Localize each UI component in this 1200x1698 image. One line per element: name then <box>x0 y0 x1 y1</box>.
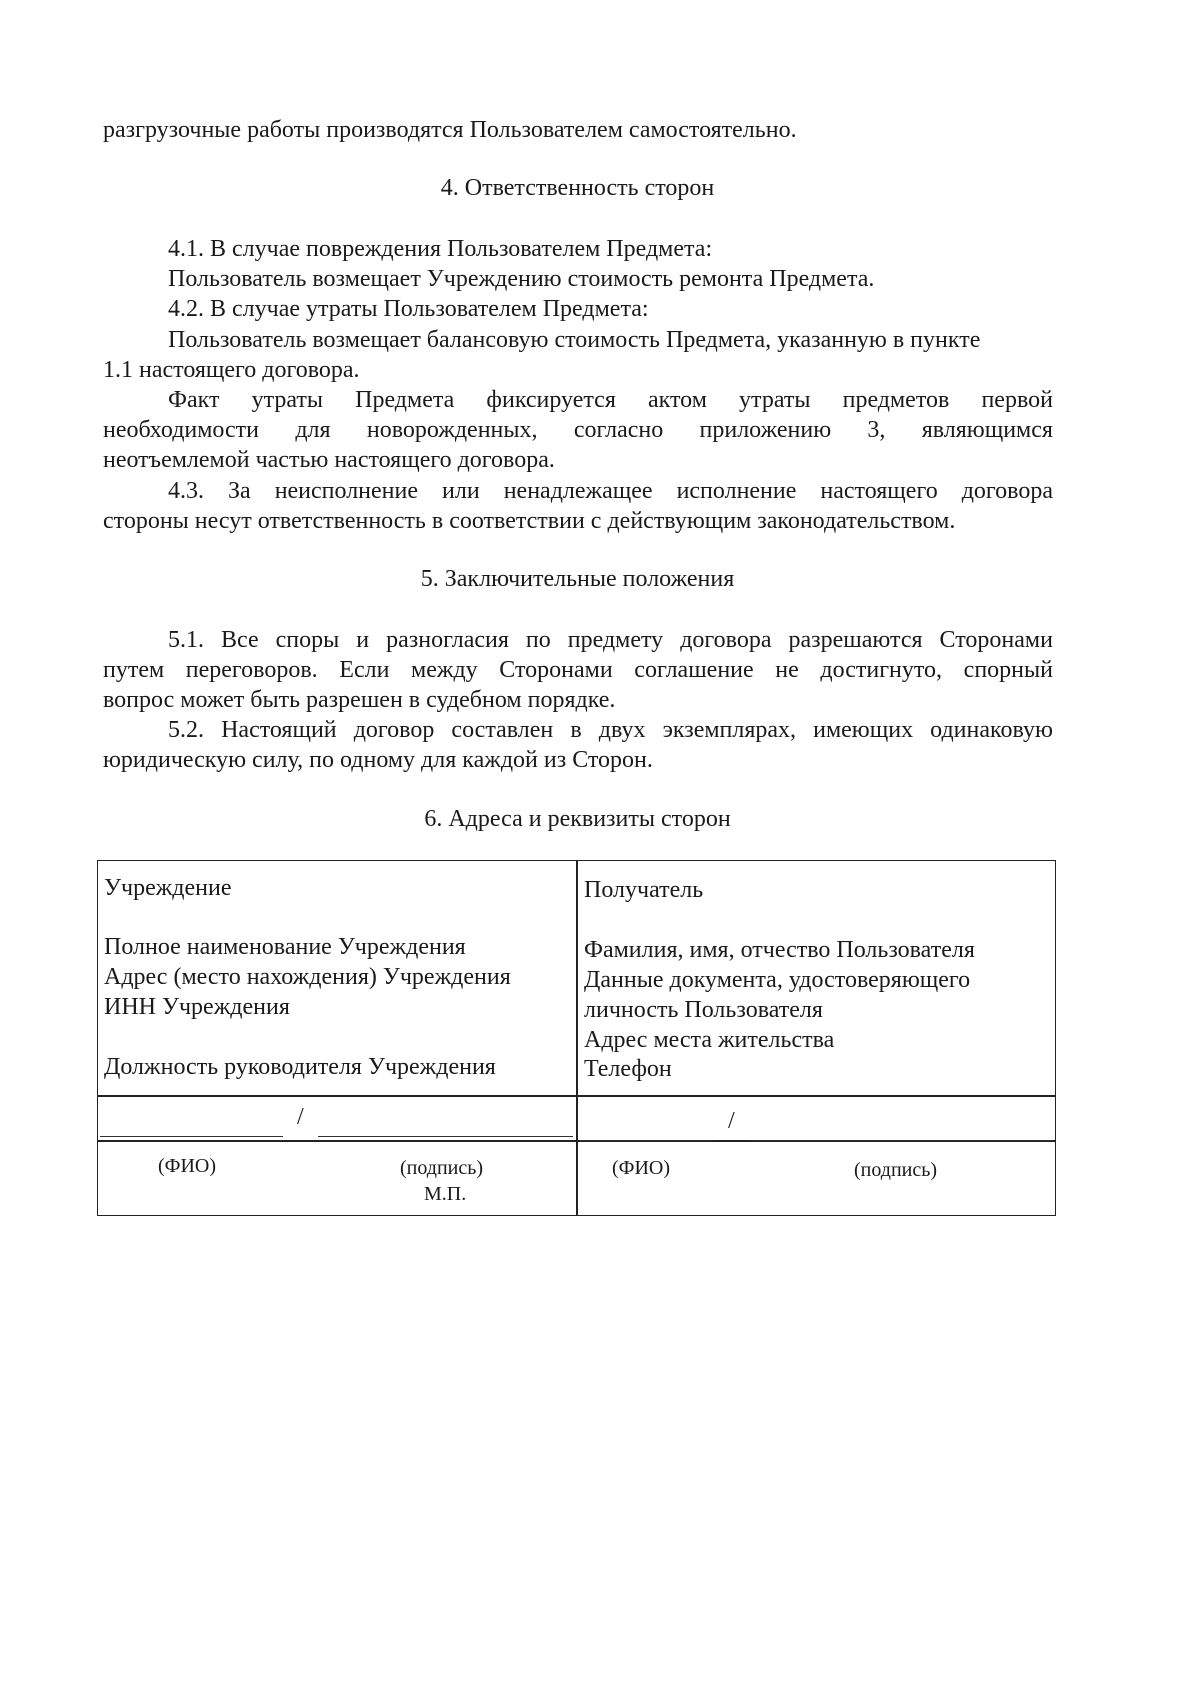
institution-signature-line <box>318 1136 573 1137</box>
recipient-slash: / <box>728 1108 735 1134</box>
clause-4-2-fact-line3: неотъемлемой частью настоящего договора. <box>103 447 555 473</box>
clause-4-2-text-line2: 1.1 настоящего договора. <box>103 357 360 383</box>
institution-head-position: Должность руководителя Учреждения <box>104 1054 496 1080</box>
section-6-title: 6. Адреса и реквизиты сторон <box>424 806 731 832</box>
recipient-identity: личность Пользователя <box>584 997 823 1023</box>
recipient-header: Получатель <box>584 877 704 903</box>
recipient-signature-line <box>750 1140 1052 1141</box>
recipient-fio-line <box>580 1140 714 1141</box>
continuation-text: разгрузочные работы производятся Пользователем самостоятельно. <box>103 117 797 143</box>
clause-4-2-fact-line2: необходимости для новорожденных, согласно приложению 3, являющимся <box>103 417 1053 443</box>
institution-header: Учреждение <box>104 875 232 901</box>
clause-5-1-line1: 5.1. Все споры и разногласия по предмету договора разрешаются Сторонами <box>168 627 1053 653</box>
table-column-divider <box>576 860 578 1215</box>
institution-signature-label: (подпись) <box>400 1157 484 1179</box>
recipient-address: Адрес места жительства <box>584 1027 835 1053</box>
clause-5-2-line2: юридическую силу, по одному для каждой из Сторон. <box>103 747 653 773</box>
recipient-full-name: Фамилия, имя, отчество Пользователя <box>584 937 975 963</box>
institution-slash: / <box>297 1104 304 1130</box>
clause-5-2-line1: 5.2. Настоящий договор составлен в двух экземплярах, имеющих одинаковую <box>168 717 1053 743</box>
institution-inn: ИНН Учреждения <box>104 994 290 1020</box>
institution-address: Адрес (место нахождения) Учреждения <box>104 964 511 990</box>
institution-fio-label: (ФИО) <box>158 1155 217 1177</box>
institution-stamp-label: М.П. <box>424 1183 467 1205</box>
institution-fio-line <box>100 1136 283 1137</box>
institution-full-name: Полное наименование Учреждения <box>104 934 466 960</box>
section-5-title: 5. Заключительные положения <box>420 566 735 592</box>
clause-5-1-line3: вопрос может быть разрешен в судебном порядке. <box>103 687 616 713</box>
section-4-title: 4. Ответственность сторон <box>440 175 715 201</box>
clause-4-2-text-line1: Пользователь возмещает балансовую стоимость Предмета, указанную в пункте <box>168 327 981 353</box>
clause-4-3-line1: 4.3. За неисполнение или ненадлежащее исполнение настоящего договора <box>168 478 1053 504</box>
recipient-fio-label: (ФИО) <box>612 1157 671 1179</box>
recipient-phone: Телефон <box>584 1056 672 1082</box>
table-row-divider-1 <box>97 1095 1056 1097</box>
recipient-id-document: Данные документа, удостоверяющего <box>584 967 971 993</box>
clause-4-2: 4.2. В случае утраты Пользователем Предмета: <box>168 296 649 322</box>
clause-4-1-text: Пользователь возмещает Учреждению стоимость ремонта Предмета. <box>168 266 875 292</box>
clause-5-1-line2: путем переговоров. Если между Сторонами соглашение не достигнуто, спорный <box>103 657 1053 683</box>
recipient-signature-label: (подпись) <box>854 1159 938 1181</box>
clause-4-3-line2: стороны несут ответственность в соответствии с действующим законодательством. <box>103 508 956 534</box>
clause-4-1: 4.1. В случае повреждения Пользователем Предмета: <box>168 236 713 262</box>
clause-4-2-fact-line1: Факт утраты Предмета фиксируется актом утраты предметов первой <box>168 387 1053 413</box>
